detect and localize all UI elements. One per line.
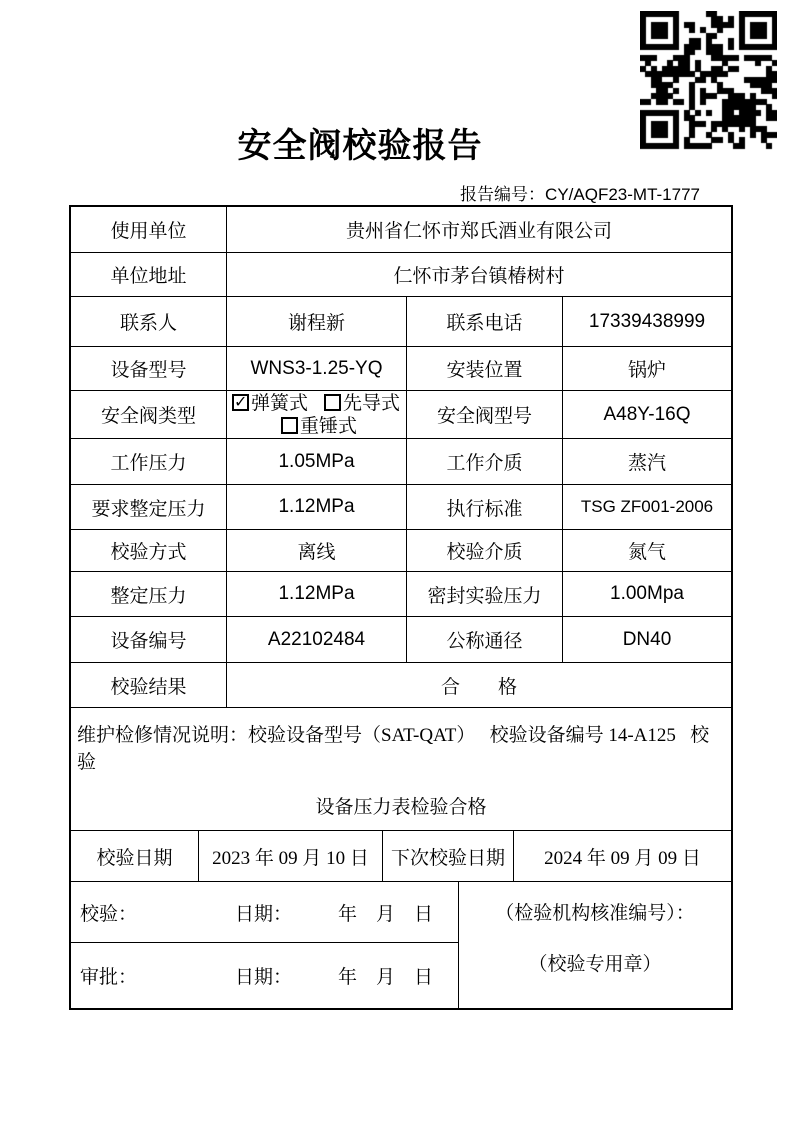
sign-calibrator-ymd: 年 月 日 xyxy=(338,903,434,925)
report-number-value: CY/AQF23-MT-1777 xyxy=(545,185,700,204)
row-unit-address xyxy=(71,253,731,297)
report-number xyxy=(460,180,700,205)
working-pressure-value: 1.05MPa xyxy=(227,439,407,484)
seal-test-pressure-value: 1.00Mpa xyxy=(610,583,684,604)
install-location-value: 锅炉 xyxy=(627,360,666,381)
calibration-method-value: 离线 xyxy=(227,530,407,571)
row-required-set-pressure xyxy=(71,485,731,530)
set-pressure-value: 1.12MPa xyxy=(227,572,407,616)
working-medium-value: 蒸汽 xyxy=(627,453,666,474)
seal-test-pressure-label: 密封实验压力 xyxy=(407,572,563,616)
sign-calibrator-date-label: 日期： xyxy=(235,903,293,925)
calibration-date-value: 2023 年 09 月 10 日 xyxy=(199,831,383,881)
row-working-pressure xyxy=(71,439,731,485)
inspection-org-block xyxy=(459,882,731,1008)
install-location-label: 安装位置 xyxy=(407,347,563,390)
row-valve-type xyxy=(71,391,731,439)
unit-address-value: 仁怀市茅台镇椿树村 xyxy=(393,266,565,287)
use-unit-value: 贵州省仁怀市郑氏酒业有限公司 xyxy=(345,221,612,242)
calibration-date-label: 校验日期 xyxy=(71,831,199,881)
org-code-note: （检验机构核准编号）： xyxy=(495,903,695,924)
nominal-diameter-label: 公称通径 xyxy=(407,617,563,662)
sign-approver-row xyxy=(71,943,458,1008)
row-calibration-method xyxy=(71,530,731,572)
result-label: 校验结果 xyxy=(71,663,227,707)
sign-approver-label: 审批： xyxy=(80,967,138,988)
unit-address-label: 单位地址 xyxy=(71,253,227,296)
row-result xyxy=(71,663,731,708)
use-unit-label: 使用单位 xyxy=(71,207,227,252)
equipment-model-label: 设备型号 xyxy=(71,347,227,390)
row-use-unit xyxy=(71,207,731,253)
contact-label: 联系人 xyxy=(71,297,227,346)
row-signatures xyxy=(71,882,731,1008)
row-equipment-no xyxy=(71,617,731,663)
row-maintenance-note xyxy=(71,708,731,831)
sign-calibrator-row xyxy=(71,882,458,943)
valve-model-label: 安全阀型号 xyxy=(407,391,563,438)
calibration-medium-value: 氮气 xyxy=(627,542,666,563)
working-pressure-label: 工作压力 xyxy=(71,439,227,484)
result-value: 合 格 xyxy=(440,676,517,698)
working-medium-label: 工作介质 xyxy=(407,439,563,484)
standard-value: TSG ZF001-2006 xyxy=(580,497,714,516)
calibration-method-label: 校验方式 xyxy=(71,530,227,571)
required-set-pressure-value: 1.12MPa xyxy=(227,485,407,529)
standard-label: 执行标准 xyxy=(407,485,563,529)
set-pressure-label: 整定压力 xyxy=(71,572,227,616)
maintenance-note-line2: 设备压力表检验合格 xyxy=(315,797,487,818)
checkbox-spring-icon xyxy=(232,394,249,411)
sign-calibrator-label: 校验： xyxy=(80,903,138,925)
equipment-no-label: 设备编号 xyxy=(71,617,227,662)
seal-note: （校验专用章） xyxy=(528,954,662,975)
contact-phone-label: 联系电话 xyxy=(407,297,563,346)
valve-model-value: A48Y-16Q xyxy=(603,403,691,425)
page-title: 安全阀校验报告 xyxy=(237,128,483,165)
signature-left-block xyxy=(71,882,459,1008)
valve-type-option-spring: ✓弹簧式 xyxy=(232,393,308,414)
contact-phone-value: 17339438999 xyxy=(588,310,706,332)
equipment-no-value: A22102484 xyxy=(227,617,407,662)
checkbox-pilot-icon xyxy=(324,394,341,411)
valve-type-options xyxy=(227,391,407,438)
checkbox-weight-icon xyxy=(281,417,298,434)
valve-type-option-pilot: 先导式 xyxy=(324,393,400,414)
next-calibration-date-label: 下次校验日期 xyxy=(383,831,514,881)
row-set-pressure xyxy=(71,572,731,617)
row-equipment-model xyxy=(71,347,731,391)
sign-approver-ymd: 年 月 日 xyxy=(338,967,434,988)
valve-type-label: 安全阀类型 xyxy=(71,391,227,438)
valve-type-option-weight: 重锤式 xyxy=(281,415,357,438)
calibration-medium-label: 校验介质 xyxy=(407,530,563,571)
contact-value: 谢程新 xyxy=(227,297,407,346)
nominal-diameter-value: DN40 xyxy=(622,628,672,650)
report-table xyxy=(69,205,733,1010)
report-number-label: 报告编号： xyxy=(460,185,546,204)
next-calibration-date-value: 2024 年 09 月 09 日 xyxy=(544,847,701,869)
row-contact xyxy=(71,297,731,347)
sign-approver-date-label: 日期： xyxy=(235,967,293,988)
row-calibration-date xyxy=(71,831,731,882)
maintenance-note-line1: 维护检修情况说明：校验设备型号（SAT-QAT） 校验设备编号 14-A125 校验 xyxy=(77,725,710,773)
required-set-pressure-label: 要求整定压力 xyxy=(71,485,227,529)
maintenance-note xyxy=(71,708,731,830)
equipment-model-value: WNS3-1.25-YQ xyxy=(227,347,407,390)
